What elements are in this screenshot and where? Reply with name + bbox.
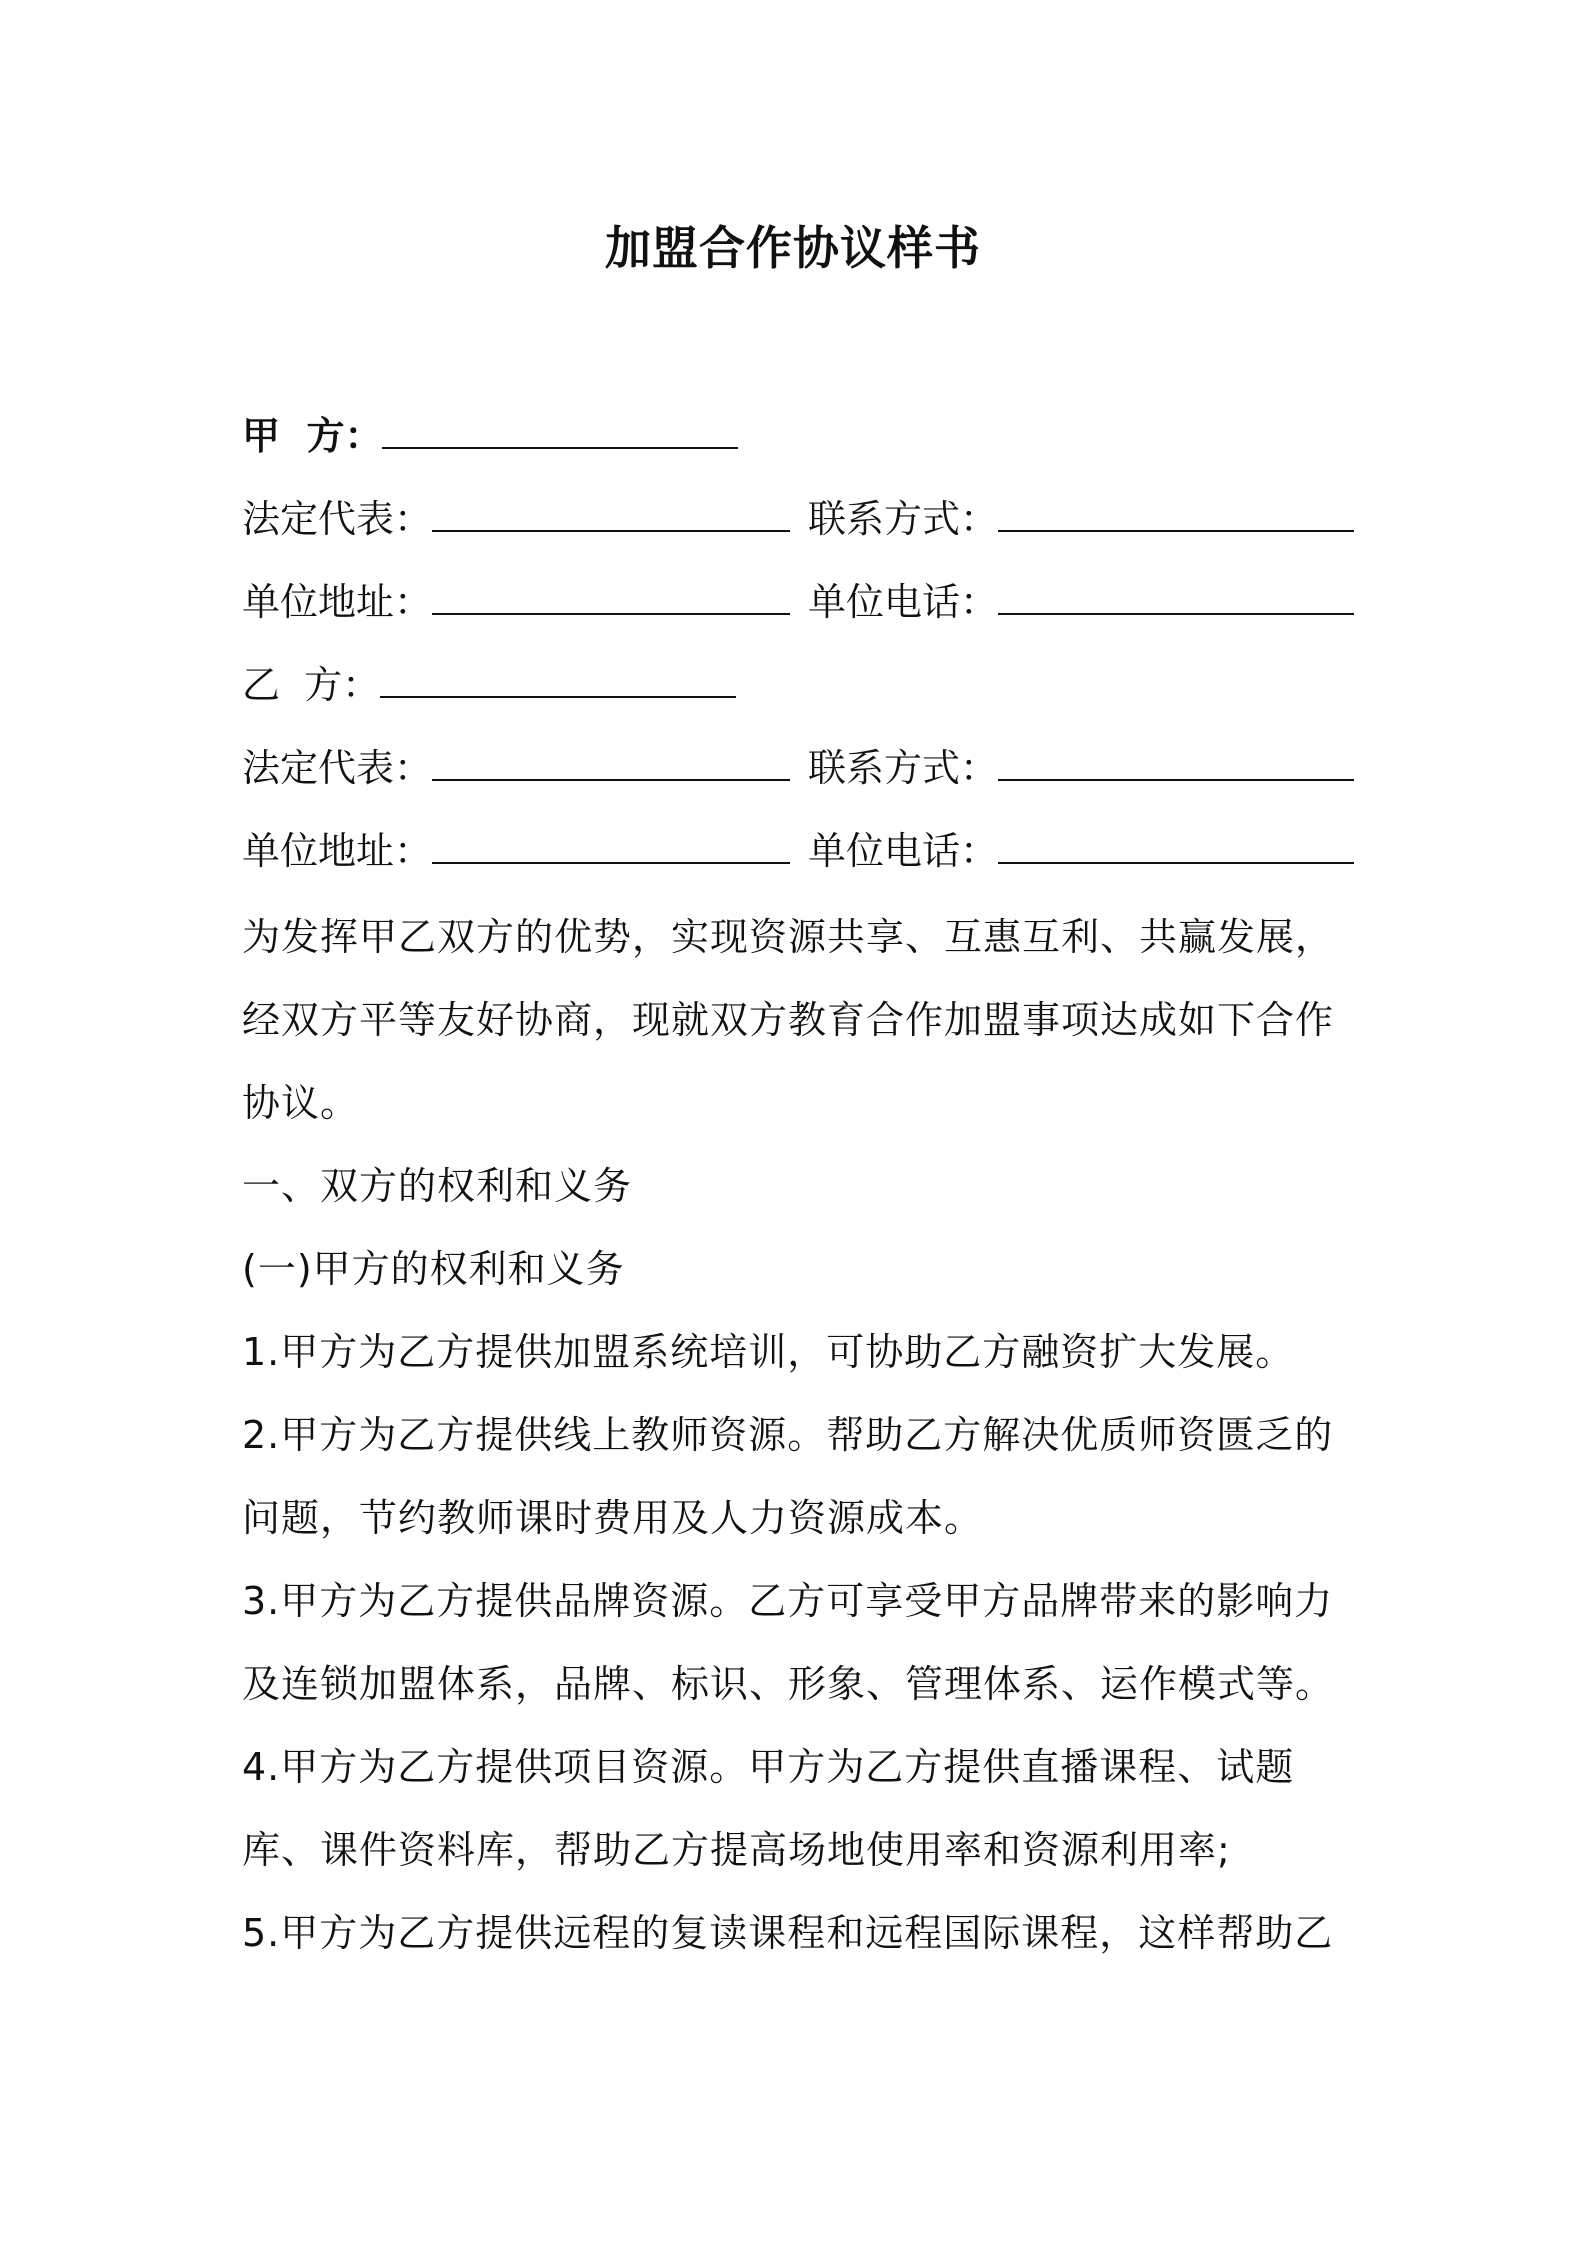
party-b-rep-label: 法定代表： <box>242 746 433 790</box>
party-b-phone-blank <box>998 828 1354 864</box>
party-b-address-row <box>242 825 790 877</box>
party-b-address-blank <box>432 828 790 864</box>
party-a-phone-row <box>808 576 1354 628</box>
party-a-contact-label: 联系方式： <box>808 497 999 541</box>
party-b-name-blank <box>380 662 736 698</box>
list-item-4: 4.甲方为乙方提供项目资源。甲方为乙方提供直播课程、试题库、课件资料库，帮助乙方提高场地使用率和资源利用率; <box>242 1745 1295 1872</box>
party-a-rep-label: 法定代表： <box>242 497 433 541</box>
subsection-heading: (一)甲方的权利和义务 <box>242 1247 625 1291</box>
party-a-name-blank <box>382 413 738 449</box>
party-a-contact-blank <box>998 496 1354 532</box>
party-b-name-row <box>242 659 736 711</box>
list-item-1: 1.甲方为乙方提供加盟系统培训，可协助乙方融资扩大发展。 <box>242 1330 1295 1374</box>
party-a-phone-blank <box>998 579 1354 615</box>
party-b-contact-blank <box>998 745 1354 781</box>
party-b-contact-row <box>808 742 1354 794</box>
party-b-rep-blank <box>432 745 790 781</box>
party-b-contact-label: 联系方式： <box>808 746 999 790</box>
party-a-address-blank <box>432 579 790 615</box>
party-a-rep-blank <box>432 496 790 532</box>
list-item-5: 5.甲方为乙方提供远程的复读课程和远程国际课程，这样帮助乙 <box>242 1911 1334 1955</box>
party-b-rep-row <box>242 742 790 794</box>
list-item-3: 3.甲方为乙方提供品牌资源。乙方可享受甲方品牌带来的影响力及连锁加盟体系，品牌、标识、形象、管理体系、运作模式等。 <box>242 1579 1335 1706</box>
list-item-2: 2.甲方为乙方提供线上教师资源。帮助乙方解决优质师资匮乏的问题，节约教师课时费用及人力资源成本。 <box>242 1413 1334 1540</box>
section-heading: 一、双方的权利和义务 <box>242 1164 633 1208</box>
party-b-phone-row <box>808 825 1354 877</box>
party-b-name-label: 乙 方： <box>242 663 381 707</box>
party-a-name-label: 甲 方： <box>242 414 383 458</box>
intro-paragraph: 为发挥甲乙双方的优势，实现资源共享、互惠互利、共赢发展，经双方平等友好协商，现就双方教育合作加盟事项达成如下合作协议。 <box>242 915 1335 1125</box>
party-a-name-row <box>242 410 738 462</box>
document-title: 加盟合作协议样书 <box>605 221 981 275</box>
party-a-rep-row <box>242 493 790 545</box>
party-a-phone-label: 单位电话： <box>808 580 999 624</box>
party-b-phone-label: 单位电话： <box>808 829 999 873</box>
party-a-contact-row <box>808 493 1354 545</box>
party-a-address-row <box>242 576 790 628</box>
party-b-address-label: 单位地址： <box>242 829 433 873</box>
party-a-address-label: 单位地址： <box>242 580 433 624</box>
